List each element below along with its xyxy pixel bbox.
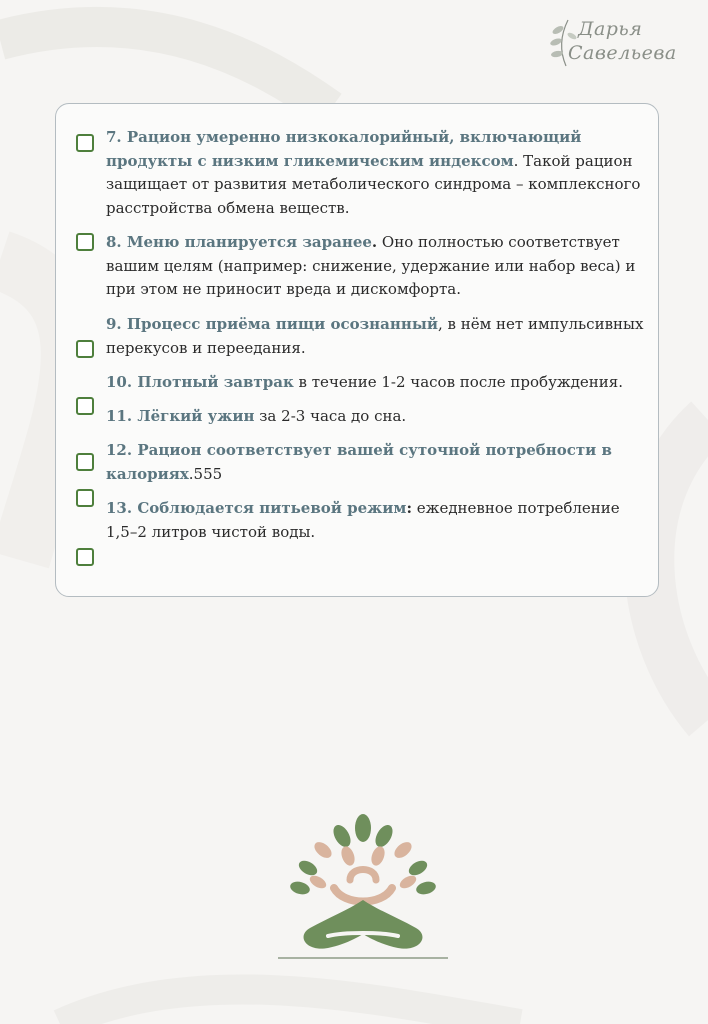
logo-first-name: Дарья	[578, 18, 643, 40]
checklist-item-12	[106, 439, 646, 486]
item-punct: .	[371, 233, 378, 251]
item-text: ежедневное потребление 1,5–2 литров чистой воды.	[106, 499, 620, 541]
checkbox-item-11[interactable]	[76, 453, 94, 471]
item-heading: 7. Рацион умеренно низкокалорийный, включающий продукты с низким гликемическим индексом	[106, 128, 582, 170]
checklist-item-10	[106, 371, 646, 395]
checkbox-item-9[interactable]	[76, 340, 94, 358]
brand-logo	[548, 12, 698, 72]
checklist-item-9	[106, 313, 646, 360]
meditation-tree-emblem-icon	[278, 810, 448, 960]
item-text: , в нём нет импульсивных перекусов и переедания.	[106, 315, 644, 357]
item-heading: 13. Соблюдается питьевой режим	[106, 499, 407, 517]
item-punct: :	[406, 499, 412, 517]
checklist-item-7	[106, 126, 646, 220]
item-text: в течение 1-2 часов после пробуждения.	[293, 373, 624, 391]
checkbox-item-12[interactable]	[76, 489, 94, 507]
item-heading: 8. Меню планируется заранее	[106, 233, 372, 251]
item-heading: 9. Процесс приёма пищи осознанный	[106, 315, 438, 333]
checklist-item-13	[106, 497, 646, 544]
checkbox-item-13[interactable]	[76, 548, 94, 566]
checklist-item-8	[106, 231, 646, 302]
checkbox-item-7[interactable]	[76, 134, 94, 152]
item-heading: 10. Плотный завтрак	[106, 373, 294, 391]
logo-last-name: Савельева	[568, 42, 677, 64]
item-text: за 2-3 часа до сна.	[254, 407, 407, 425]
checkbox-item-8[interactable]	[76, 233, 94, 251]
item-heading: 11. Лёгкий ужин	[106, 407, 255, 425]
item-text: Оно полностью соответствует вашим целям (например: снижение, удержание или набор веса) и при этом не приносит вреда и дискомфорта.	[106, 233, 636, 298]
item-heading: 12. Рацион соответствует вашей суточной потребности в калориях	[106, 441, 612, 483]
item-text: .555	[188, 464, 223, 483]
item-text: . Такой рацион защищает от развития метаболического синдрома – комплексного расстройства обмена веществ.	[106, 151, 641, 217]
checklist-item-11	[106, 405, 646, 429]
checkbox-item-10[interactable]	[76, 397, 94, 415]
